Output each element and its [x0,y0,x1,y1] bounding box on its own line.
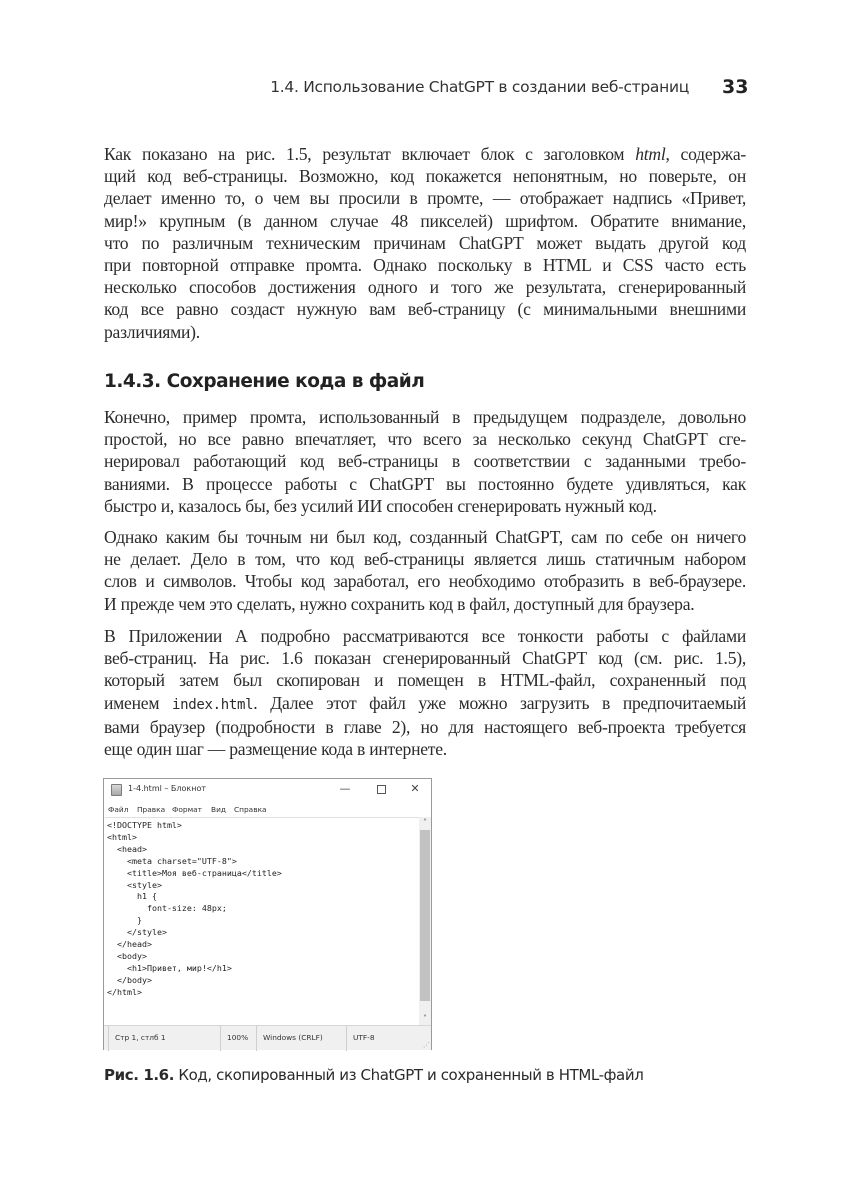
status-cursor-position: Стр 1, стлб 1 [108,1026,220,1051]
text-line: И прежде чем это сделать, нужно сохранить код в файл, доступный для браузера. [104,593,695,614]
text-line: именем index.html. Далее этот файл уже можно загрузить в предпочитаемый [104,692,746,713]
menu-file: Файл [108,805,129,814]
text-line: что по различным техническим причинам ChatGPT может выдать другой код [104,232,746,253]
text-line: простой, но все равно впечатляет, что всего за несколько секунд ChatGPT сге- [104,429,746,450]
resize-grip-icon: ⋰ [423,1041,430,1049]
status-zoom: 100% [220,1026,256,1051]
text-line: несколько способов достижения одного и того же результата, сгенерированный [104,277,746,298]
notepad-text-area [105,817,419,1023]
text-line: вами браузер (подробности в главе 2), но для настоящего веб-проекта требуется [104,716,746,737]
text-line: слов и символов. Чтобы код заработал, его необходимо отобразить в веб-браузере. [104,571,746,592]
notepad-window-figure [103,778,432,1050]
text-line: не делает. Дело в том, что код веб-страницы является лишь статичным набором [104,549,746,570]
code-line: <!DOCTYPE html> [107,820,182,830]
notepad-menubar [104,803,431,817]
section-heading: 1.4.3. Сохранение кода в файл [104,371,425,392]
text-line: делает именно то, о чем вы просили в промте, — отображает надпись «Привет, [104,188,746,209]
text-line: код все равно создаст нужную вам веб-страницу (с минимальными внешними [104,299,746,320]
chapter-section-title: 1.4. Использование ChatGPT в создании веб-страниц [270,78,689,96]
text-line: при повторной отправке промта. Однако поскольку в HTML и CSS часто есть [104,255,746,276]
scrollbar-thumb [420,830,430,1001]
vertical-scrollbar [419,817,431,1025]
paragraph-4 [104,625,746,760]
code-line: <head> [107,843,147,854]
paragraph-2 [104,406,746,517]
code-line: h1 { [107,891,157,902]
figure-label: Рис. 1.6. [104,1066,174,1084]
code-line: <h1>Привет, мир!</h1> [107,962,232,973]
text-line: мир!» крупным (в данном случае 48 пикселей) шрифтом. Обратите внимание, [104,210,746,231]
paragraph-1 [104,143,746,343]
text-line: Конечно, пример промта, использованный в предыдущем подразделе, довольно [104,407,746,427]
code-line: </html> [107,986,142,997]
scroll-up-icon: ˄ [423,818,427,827]
menu-edit: Правка [137,805,166,814]
menu-format: Формат [172,805,202,814]
text-line: В Приложении А подробно рассматриваются все тонкости работы с файлами [104,626,746,646]
page-number: 33 [722,76,749,98]
menu-help: Справка [234,805,267,814]
text-line: быстро и, казалось бы, без усилий ИИ способен сгенерировать нужный код. [104,495,657,516]
notepad-titlebar [104,779,431,801]
text-line: Однако каким бы точным ни был код, созданный ChatGPT, сам по себе он ничего [104,527,746,547]
text-line: различиями). [104,321,200,342]
text-line: Как показано на рис. 1.5, результат включает блок с заголовком html, содержа- [104,144,746,164]
status-encoding: UTF-8 [346,1026,406,1051]
figure-caption-text: Код, скопированный из ChatGPT и сохраненный в HTML-файл [174,1066,644,1084]
text-line: щий код веб-страницы. Возможно, код покажется непонятным, но поверьте, он [104,166,746,187]
text-line: веб-страниц. На рис. 1.6 показан сгенерированный ChatGPT код (см. рис. 1.5), [104,648,746,669]
italic-term: html [635,144,666,164]
code-line: <title>Моя веб-страница</title> [107,867,282,878]
text-line: ваниями. В процессе работы с ChatGPT вы постоянно будете удивляться, как [104,473,746,494]
code-line: <style> [107,879,162,890]
code-listing [107,820,282,999]
inline-code-filename: index.html [172,696,254,713]
text-line: нерировал работающий код веб-страницы в соответствии с заданными требо- [104,451,746,472]
text-line: еще один шаг — размещение кода в интернете. [104,739,447,760]
menu-view: Вид [211,805,226,814]
text-line: который затем был скопирован и помещен в HTML-файл, сохраненный под [104,670,746,691]
minimize-icon: — [339,782,351,795]
scroll-down-icon: ˅ [423,1014,427,1023]
code-line: </head> [107,939,152,950]
code-line: </body> [107,974,152,985]
code-line: <meta charset="UTF-8"> [107,855,237,866]
running-header [0,76,849,106]
status-line-endings: Windows (CRLF) [256,1026,346,1051]
code-line: </style> [107,927,167,938]
maximize-icon [371,781,391,797]
close-icon: ✕ [410,782,420,795]
code-line: <body> [107,950,147,961]
notepad-window-title: 1-4.html – Блокнот [128,784,207,793]
code-line: <html> [107,831,137,842]
paragraph-3 [104,526,746,615]
code-line: font-size: 48px; [107,903,227,914]
figure-caption [104,1066,643,1084]
notepad-statusbar [104,1025,431,1050]
code-line: } [107,915,142,926]
notepad-app-icon [111,784,122,796]
